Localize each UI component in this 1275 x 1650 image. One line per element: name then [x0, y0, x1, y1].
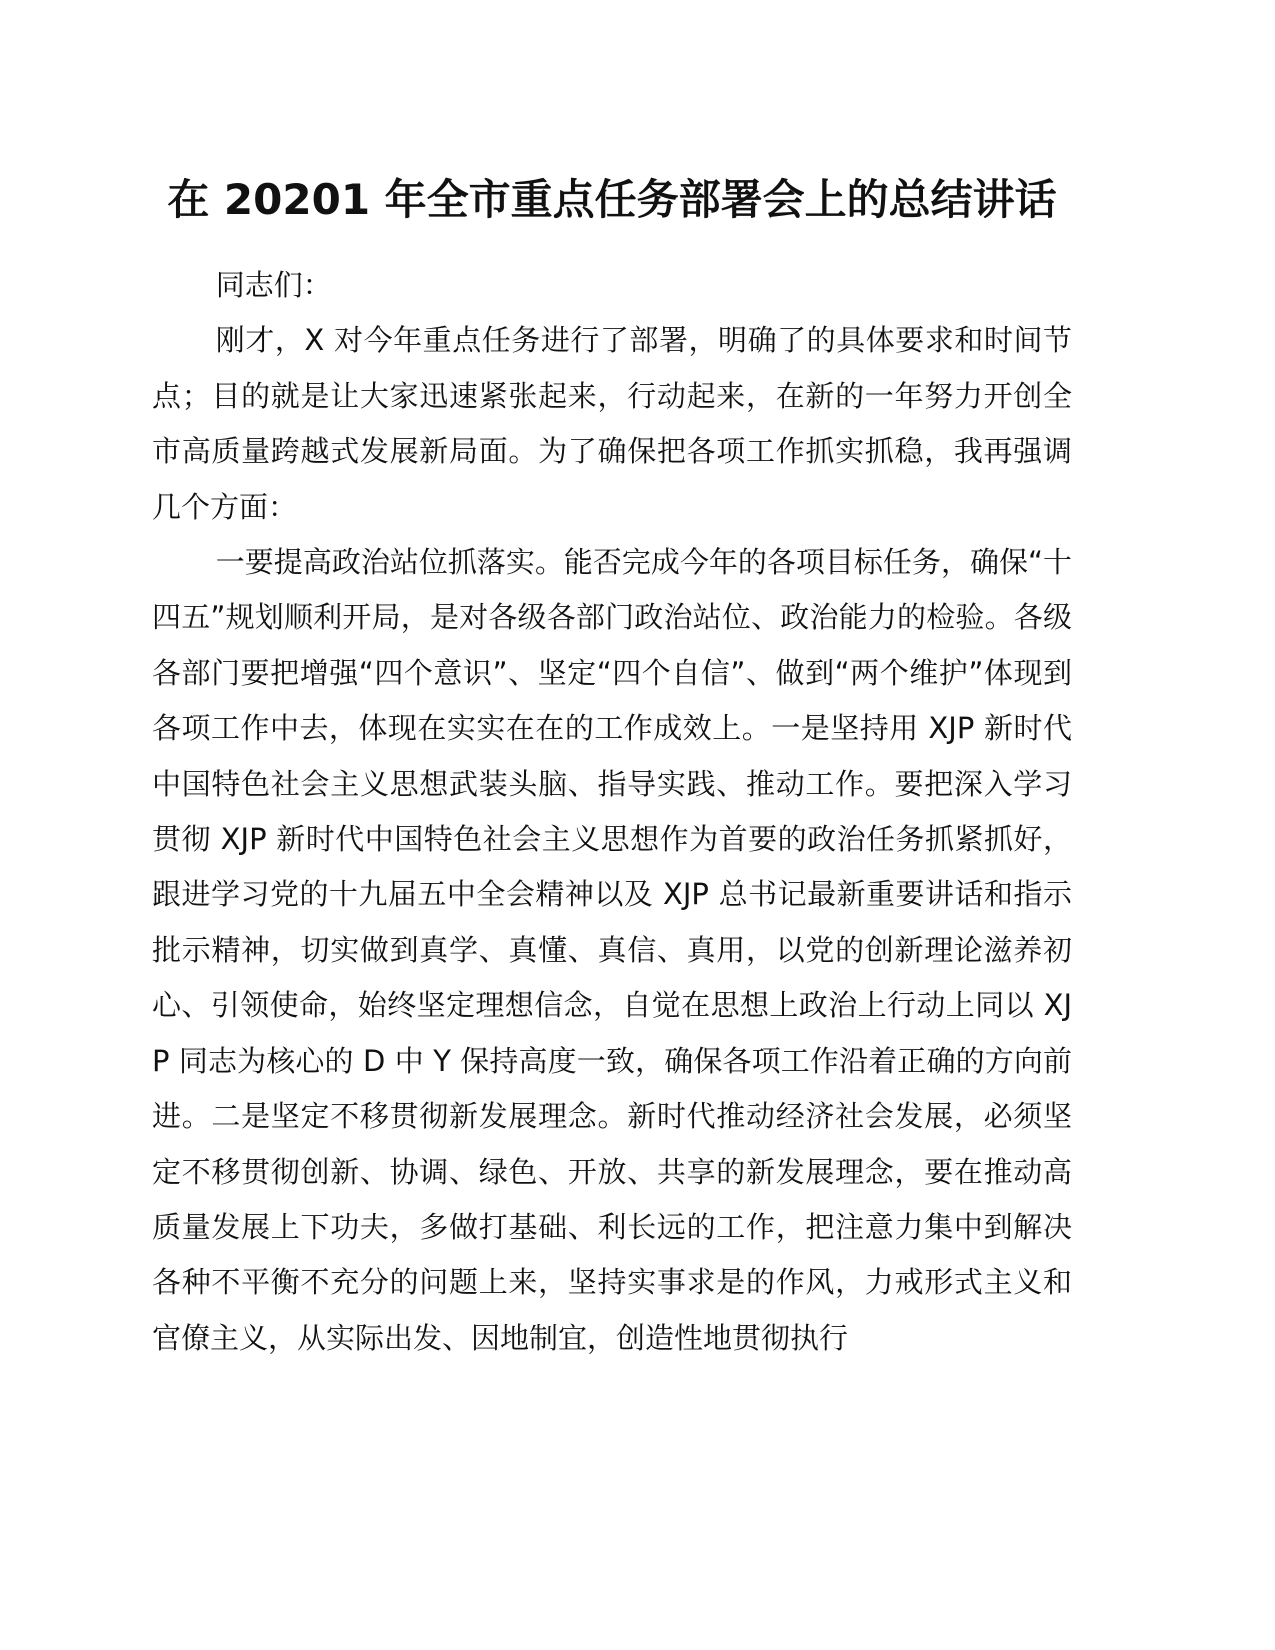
document-title: 在 20201 年全市重点任务部署会上的总结讲话 [167, 175, 1057, 224]
body-paragraph-2: 一要提高政治站位抓落实。能否完成今年的各项目标任务，确保“十四五”规划顺利开局，是对各级各部门政治站位、政治能力的检验。各级各部门要把增强“四个意识”、坚定“四个自信”、做到“两个维护”体现到各项工作中去，体现在实实在在的工作成效上。一是坚持用 XJP 新时代中国特色社会主义思想武装头脑、指导实践、推动工作。要把深入学习贯彻 XJP 新时代中国特色社会主义思想作为首要的政治任务抓紧抓好，跟进学习党的十九届五中全会精神以及 XJP 总书记最新重要讲话和指示批示精神，切实做到真学、真懂、真信、真用，以党的创新理论滋养初心、引领使命，始终坚定理想信念，自觉在思想上政治上行动上同以 XJP 同志为核心的 D 中 Y 保持高度一致，确保各项工作沿着正确的方向前进。二是坚定不移贯彻新发展理念。新时代推动经济社会发展，必须坚定不移贯彻创新、协调、绿色、开放、共享的新发展理念，要在推动高质量发展上下功夫，多做打基础、利长远的工作，把注意力集中到解决各种不平衡不充分的问题上来，坚持实事求是的作风，力戒形式主义和官僚主义，从实际出发、因地制宜，创造性地贯彻执行 [152, 545, 1072, 1355]
salutation: 同志们： [215, 268, 332, 302]
document-page [152, 160, 1072, 1366]
body-paragraph-1: 刚才，X 对今年重点任务进行了部署，明确了的具体要求和时间节点；目的就是让大家迅速紧张起来，行动起来，在新的一年努力开创全市高质量跨越式发展新局面。为了确保把各项工作抓实抓稳，我再强调几个方面： [152, 323, 1072, 524]
